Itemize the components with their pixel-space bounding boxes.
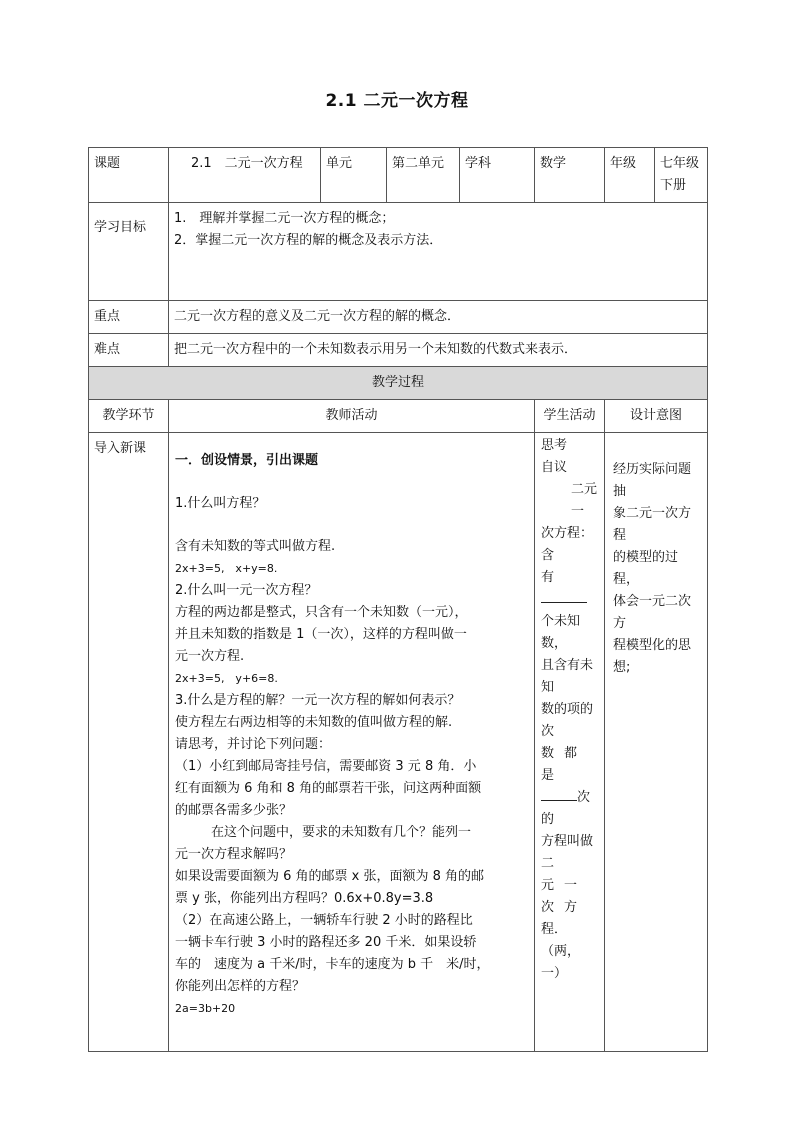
design-line: 经历实际问题抽 [613,462,692,499]
teacher-p2-line3: 车的 速度为 a 千米/时，卡车的速度为 b 千 米/时， [175,957,490,972]
teacher-p1-line4: 在这个问题中，要求的未知数有几个？能列一 [211,825,472,840]
teacher-heading: 一．创设情景，引出课题 [175,453,319,468]
student-line: 数的项的次 [541,702,594,739]
teacher-p1-line5: 元一次方程求解吗？ [175,847,293,862]
process-body-row [89,433,708,1052]
teacher-p1-line3: 的邮票各需多少张？ [175,803,293,818]
unit-label: 单元 [321,148,387,203]
process-section-title: 教学过程 [89,367,708,400]
key-points-text: 二元一次方程的意义及二元一次方程的解的概念． [169,301,708,334]
teacher-q1: 1.什么叫方程？ [175,496,266,511]
col-teacher-header: 教师活动 [169,400,535,433]
student-text: 有 [541,570,555,585]
process-section-row [89,367,708,400]
student-activity-cell [535,433,605,1052]
teacher-activity-cell [169,433,535,1052]
key-points-row [89,301,708,334]
design-line: 程模型化的思想; [613,638,692,675]
teacher-ex1: 2x+3=5, x+y=8. [175,562,278,575]
teacher-p1-line2: 红有面额为 6 角和 8 角的邮票若干张，问这两种面额 [175,781,482,796]
student-line-with-blank [541,787,598,831]
process-column-headers [89,400,708,433]
teacher-a3: 使方程左右两边相等的未知数的值叫做方程的解. [175,715,453,730]
design-line: 象二元一次方程 [613,506,692,543]
col-design-header: 设计意图 [605,400,708,433]
objectives-content [169,203,708,301]
student-line-with-blank [541,567,598,611]
course-value: 2.1 二元一次方程 [169,148,321,203]
student-line: 次方程：含 [541,526,594,563]
header-row [89,148,708,203]
design-line: 的模型的过程， [613,550,679,587]
difficulty-text: 把二元一次方程中的一个未知数表示用另一个未知数的代数式来表示． [169,334,708,367]
teacher-p1-line6: 如果设需要面额为 6 角的邮票 x 张，面额为 8 角的邮 [175,869,485,884]
teacher-a2-line3: 元一次方程. [175,649,245,664]
teacher-p1-line1: （1）小红到邮局寄挂号信，需要邮资 3 元 8 角．小 [175,759,477,774]
fill-blank [541,590,587,603]
teacher-a2-line2: 并且未知数的指数是 1（一次），这样的方程叫做一 [175,627,467,642]
difficulty-row [89,334,708,367]
grade-label: 年级 [605,148,655,203]
difficulty-label: 难点 [89,334,169,367]
objective-item: 1. 理解并掌握二元一次方程的概念； [174,211,395,226]
student-line: 二元一 [571,482,598,519]
teacher-q2: 2.什么叫一元一次方程？ [175,583,318,598]
teacher-discuss: 请思考，并讨论下列问题： [175,737,332,752]
unit-value: 第二单元 [387,148,460,203]
teacher-p2-line4: 你能列出怎样的方程？ [175,979,306,994]
student-text: 次的 [541,790,591,827]
subject-label: 学科 [460,148,535,203]
stage-cell: 导入新课 [89,433,169,1052]
student-line: 元一次方 [541,878,588,915]
objectives-row [89,203,708,301]
subject-value: 数学 [535,148,605,203]
student-line: 程．（两， [541,922,581,959]
student-line: 个未知数， [541,614,581,651]
grade-value: 七年级下册 [655,148,708,203]
student-line: 一） [541,966,568,981]
course-label: 课题 [89,148,169,203]
page-title: 2.1 二元一次方程 [325,91,469,111]
design-line: 体会一元二次方 [613,594,692,631]
teacher-a2-line1: 方程的两边都是整式，只含有一个未知数（一元）， [175,605,468,620]
lesson-plan-table [88,147,708,1052]
student-line: 数都是 [541,746,588,783]
teacher-p1-line7: 票 y 张，你能列出方程吗？0.6x+0.8y=3.8 [175,891,434,906]
objectives-label: 学习目标 [89,203,169,301]
objective-item: 2．掌握二元一次方程的解的概念及表示方法． [174,233,443,248]
student-line: 方程叫做二 [541,834,594,871]
student-line: 思考 [541,438,568,453]
teacher-p2-line2: 一辆卡车行驶 3 小时的路程还多 20 千米．如果设轿 [175,935,477,950]
fill-blank [541,788,577,801]
teacher-q3: 3.什么是方程的解？一元一次方程的解如何表示？ [175,693,461,708]
design-intent-cell [605,433,708,1052]
teacher-a1: 含有未知数的等式叫做方程. [175,539,336,554]
key-points-label: 重点 [89,301,169,334]
teacher-p2-line1: （2）在高速公路上，一辆轿车行驶 2 小时的路程比 [175,913,473,928]
teacher-p2-answer: 2a=3b+20 [175,1002,236,1015]
student-line: 且含有未知 [541,658,594,695]
student-line: 自议 [541,460,568,475]
col-student-header: 学生活动 [535,400,605,433]
col-stage-header: 教学环节 [89,400,169,433]
teacher-ex2: 2x+3=5, y+6=8. [175,672,278,685]
